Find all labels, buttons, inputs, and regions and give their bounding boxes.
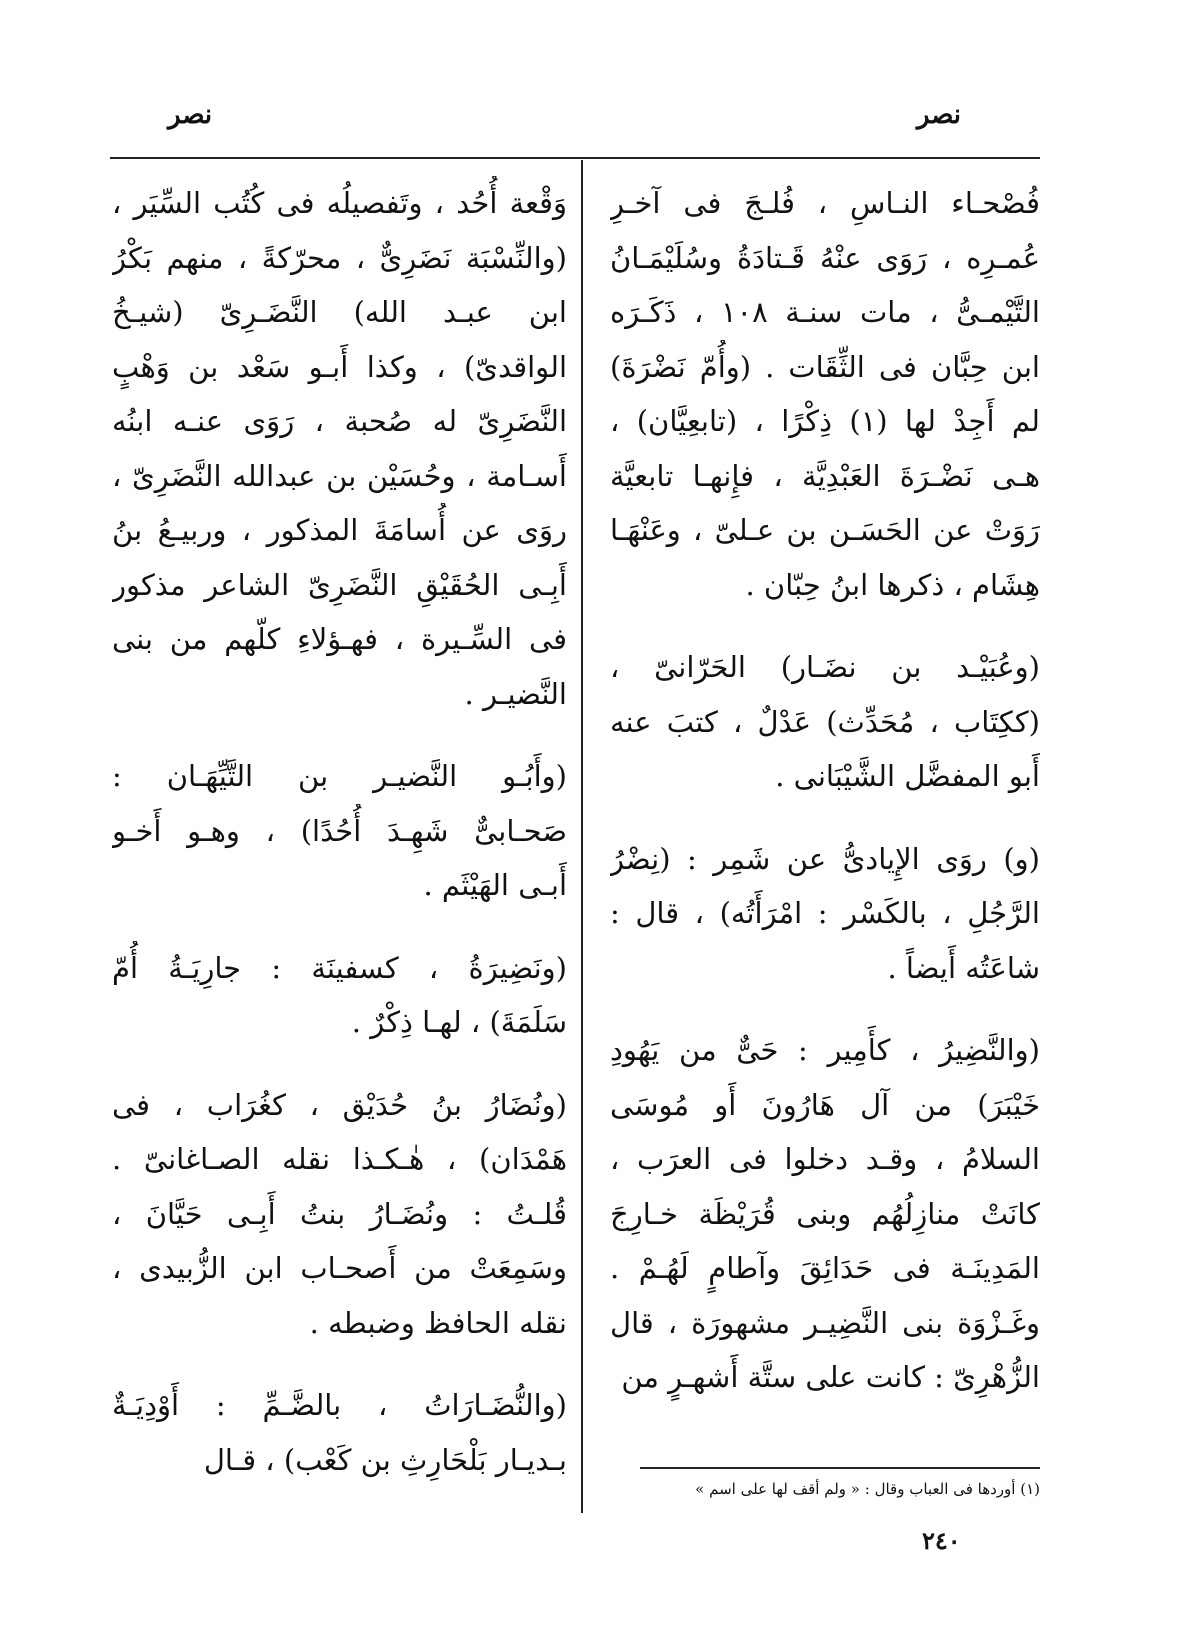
header-rule <box>110 157 1040 159</box>
text-line: وسَمِعَتْ من أَصحـاب ابن الزُّبيدى ، <box>112 1251 567 1285</box>
text-line: (والنِّسْبَة نَضَرِىٌّ ، محرّكةً ، منهم بَكْرُ <box>112 240 567 275</box>
text-line: (والنَّضِيرُ ، كأَمِير : حَىٌّ من يَهُودِ <box>610 1033 1040 1067</box>
text-line: ابن عبـد الله) النَّضَـرِىّ (شيـخُ <box>112 295 567 329</box>
text-line: المَدِينَـة فى حَدَائِقَ وآطامٍ لَهُـمْ . <box>610 1251 1040 1285</box>
text-line: نقله الحافظ وضبطه . <box>309 1305 567 1340</box>
paragraph-gap <box>112 913 567 941</box>
paragraph-gap <box>610 612 1040 640</box>
header-right-word: نصر <box>916 100 961 130</box>
text-line: (ونُضَارُ بنُ حُدَيْق ، كغُرَاب ، فى <box>112 1087 567 1122</box>
page-number: ٢٤٠ <box>922 1526 961 1555</box>
text-line: هَمْدَان) ، هٰـكـذا نقله الصـاغانىّ . <box>112 1142 567 1176</box>
text-line: النَّضَرِىّ له صُحبة ، رَوَى عنـه ابنُه <box>112 404 567 438</box>
text-line: وغَـزْوَة بنى النَّضِيـر مشهورَة ، قال <box>610 1305 1040 1340</box>
text-line: أَبِـى الحُقَيْقِ النَّضَرِىّ الشاعر مذكور <box>112 567 567 602</box>
text-line: أَسـامة ، وحُسَيْن بن عبدالله النَّضَرِىّ ، <box>112 458 567 493</box>
text-line: وَقْعة أُحُد ، وتَفصيلُه فى كُتُب السِّيَر ، <box>112 186 567 220</box>
text-line: قُلـتُ : ونُضَـارُ بنتُ أَبِـى حَيَّانَ ، <box>112 1196 567 1231</box>
right-column <box>610 176 1040 1405</box>
text-line: النَّضيـر . <box>464 676 567 711</box>
text-line: شاعَتُه أَيضاً . <box>887 950 1040 985</box>
text-line: (وأَبُـو النَّضيـر بن التَّيِّهَـان : <box>112 759 567 793</box>
text-line: (ككِتَاب ، مُحَدِّث) عَدْلٌ ، كتبَ عنه <box>610 704 1040 739</box>
text-line: (والنُّضَـارَاتُ ، بالضَّـمِّ : أَوْدِيَـةٌ <box>112 1388 567 1422</box>
text-line: هِشَام ، ذكرها ابنُ حِبّان . <box>745 567 1040 602</box>
text-line: خَيْبَرَ) من آل هَارُونَ أَو مُوسَى <box>610 1087 1040 1122</box>
text-line: ابن حِبَّان فى الثِّقَات . (وأُمّ نَضْرَةَ) <box>610 349 1040 384</box>
text-line: التَّيْمـىُّ ، مات سنـة ١٠٨ ، ذَكَـرَه <box>610 295 1040 329</box>
header-left-word: نصر <box>168 100 213 130</box>
text-line: سَلَمَةَ) ، لهـا ذِكْرٌ . <box>351 1005 567 1039</box>
text-line: فُصْحـاء النـاسِ ، فُلـجَ فى آخـرِ <box>610 186 1040 220</box>
text-line: رَوَتْ عن الحَسَـن بن عـلىّ ، وعَنْهَـا <box>610 513 1040 547</box>
paragraph-gap <box>112 721 567 749</box>
paragraph-gap <box>610 995 1040 1023</box>
paragraph-gap <box>112 1050 567 1078</box>
column-divider <box>581 160 583 1513</box>
text-line: هـى نَضْـرَةَ العَبْدِيَّة ، فإِنهـا تابعيَّة <box>610 458 1040 493</box>
left-column <box>112 176 567 1487</box>
text-line: فى السِّـيرة ، فهـؤلاءِ كلّهم من بنى <box>112 622 567 656</box>
text-line: الزُّهْرِىّ : كانت على ستَّة أَشهـرٍ من <box>621 1360 1040 1394</box>
text-line: السلامُ ، وقـد دخلوا فى العرَب ، <box>610 1142 1040 1176</box>
footnote: (١) أوردها فى العباب وقال : « ولم أقف لها على اسم » <box>695 1480 1040 1498</box>
text-line: أَبو المفضَّل الشَّيْبَانى . <box>775 759 1040 793</box>
paragraph-gap <box>112 1350 567 1378</box>
text-line: كانَتْ منازِلُهُم وبنى قُرَيْظَة خـارِجَ <box>610 1196 1040 1231</box>
text-line: الواقدىّ) ، وكذا أَبـو سَعْد بن وَهْبٍ <box>112 349 567 384</box>
text-line: بـديـار بَلْحَارِثِ بن كَعْب) ، قـال <box>203 1442 567 1477</box>
footnote-rule <box>640 1467 1040 1469</box>
text-line: أَبـى الهَيْثَم . <box>423 868 567 902</box>
text-line: (وعُبَيْـد بن نضَـار) الحَرّانىّ ، <box>610 650 1040 684</box>
text-line: عُمـرِه ، رَوَى عنْهُ قَـتادَةُ وسُلَيْمَـانُ <box>610 240 1040 275</box>
text-line: (ونَضِيرَةُ ، كسفينَة : جارِيَـةُ أُمّ <box>112 950 567 985</box>
text-line: (و) روَى الإِيادىُّ عن شَمِر : (نِضْرُ <box>610 841 1040 876</box>
text-line: صَحـابىٌّ شَهِـدَ أُحُدًا) ، وهـو أَخـو <box>112 813 567 848</box>
paragraph-gap <box>610 804 1040 832</box>
text-line: الرَّجُلِ ، بالكَسْر : امْرَأَتُه) ، قال : <box>610 896 1040 930</box>
text-line: لم أَجِدْ لها (١) ذِكْرًا ، (تابعِيَّان) ، <box>610 404 1040 438</box>
text-line: روَى عن أُسامَةَ المذكور ، وربيـعُ بنُ <box>112 513 567 547</box>
